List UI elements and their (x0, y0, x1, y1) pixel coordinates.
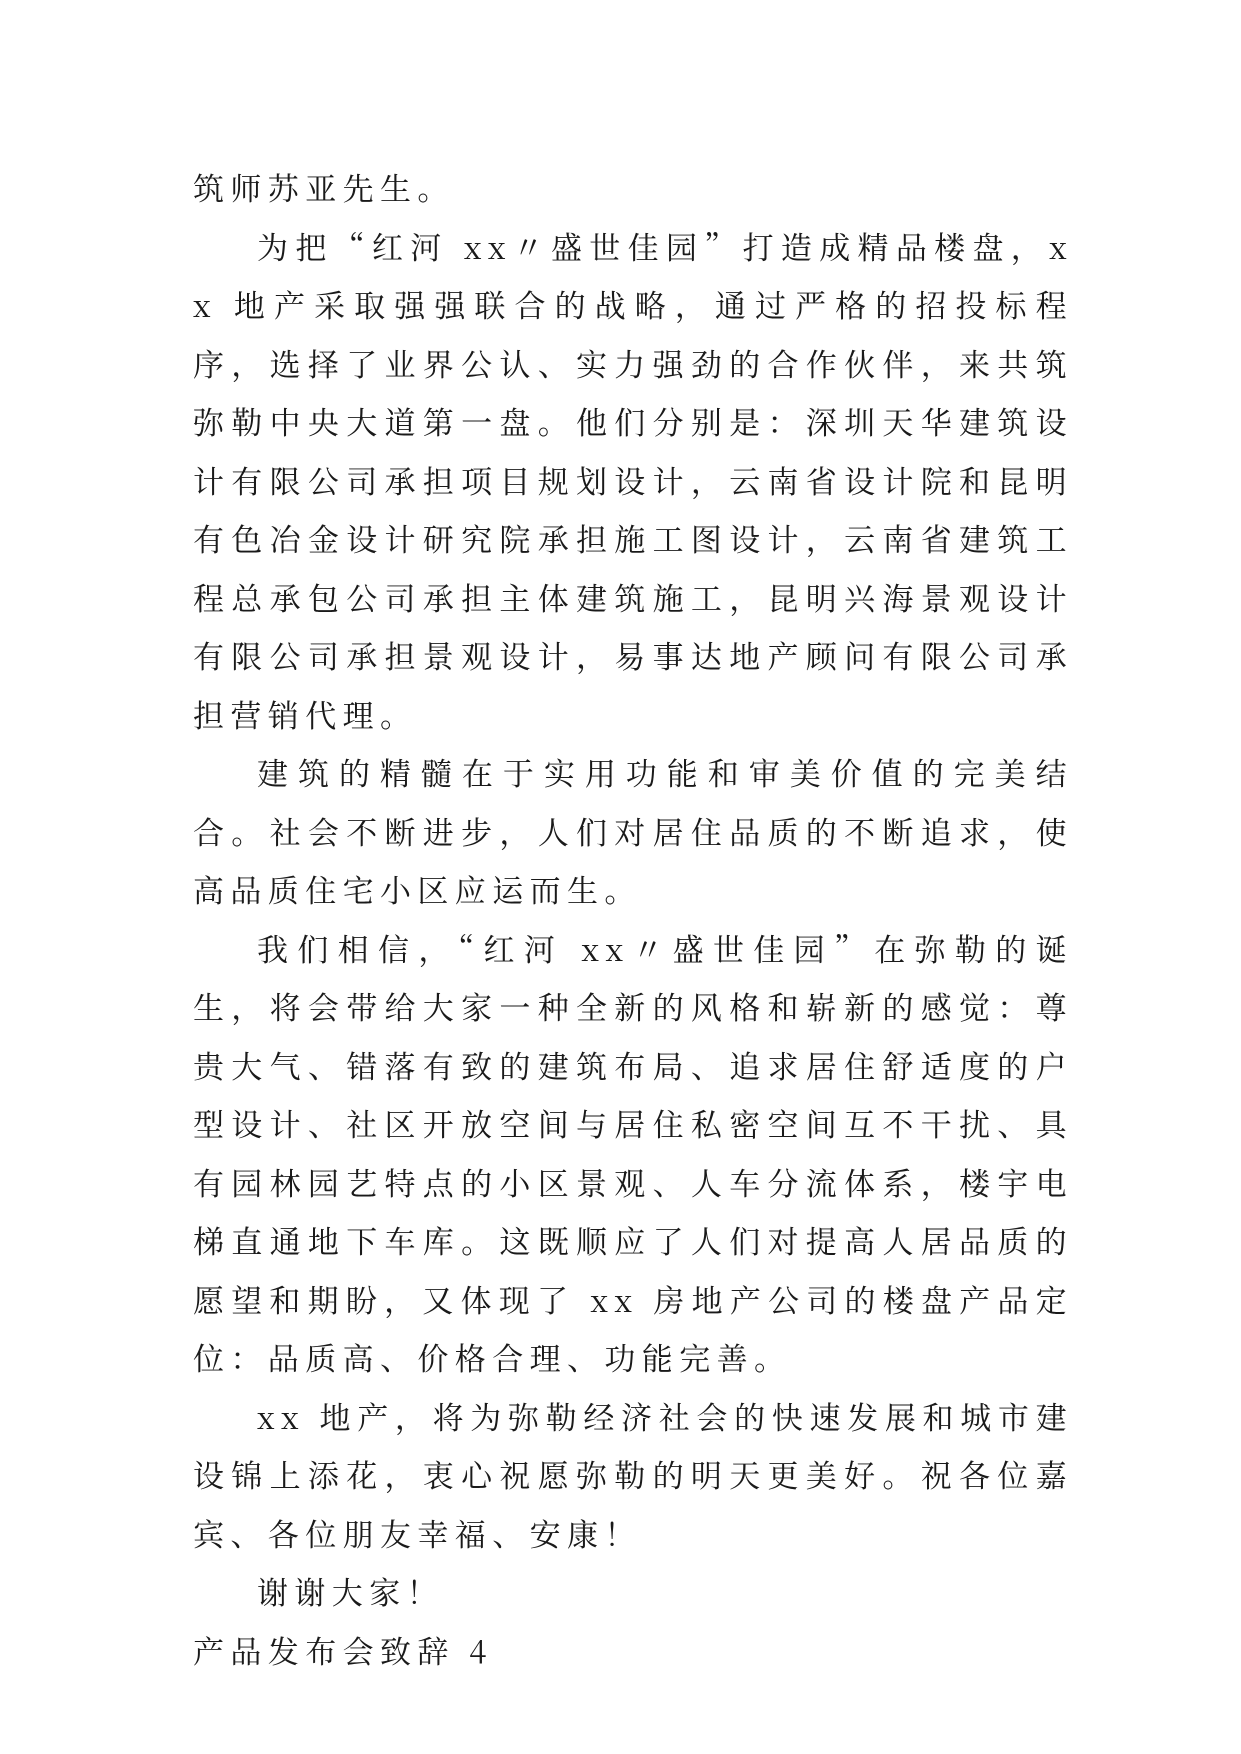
paragraph-belief: 我们相信，“红河 xx〃盛世佳园”在弥勒的诞生，将会带给大家一种全新的风格和崭新的感觉：尊贵大气、错落有致的建筑布局、追求居住舒适度的户型设计、社区开放空间与居住私密空间互不干扰、具有园林园艺特点的小区景观、人车分流体系，楼宇电梯直通地下车库。这既顺应了人们对提高人居品质的愿望和期盼，又体现了 xx 房地产公司的楼盘产品定位：品质高、价格合理、功能完善。 (193, 924, 1073, 1379)
paragraph-continuation: 筑师苏亚先生。 (193, 164, 455, 209)
paragraph-wishes: xx 地产，将为弥勒经济社会的快速发展和城市建设锦上添花，衷心祝愿弥勒的明天更美好。祝各位嘉宾、各位朋友幸福、安康！ (193, 1392, 1073, 1555)
document-body (193, 158, 1073, 1679)
section-heading: 产品发布会致辞 4 (193, 1626, 493, 1672)
paragraph-architecture: 建筑的精髓在于实用功能和审美价值的完美结合。社会不断进步，人们对居住品质的不断追求，使高品质住宅小区应运而生。 (193, 749, 1073, 911)
paragraph-partners: 为把“红河 xx〃盛世佳园”打造成精品楼盘，xx 地产采取强强联合的战略，通过严格的招投标程序，选择了业界公认、实力强劲的合作伙伴，来共筑弥勒中央大道第一盘。他们分别是：深圳天华建筑设计有限公司承担项目规划设计，云南省设计院和昆明有色冶金设计研究院承担施工图设计，云南省建筑工程总承包公司承担主体建筑施工，昆明兴海景观设计有限公司承担景观设计，易事达地产顾问有限公司承担营销代理。 (193, 222, 1073, 736)
paragraph-thanks: 谢谢大家！ (257, 1568, 444, 1613)
